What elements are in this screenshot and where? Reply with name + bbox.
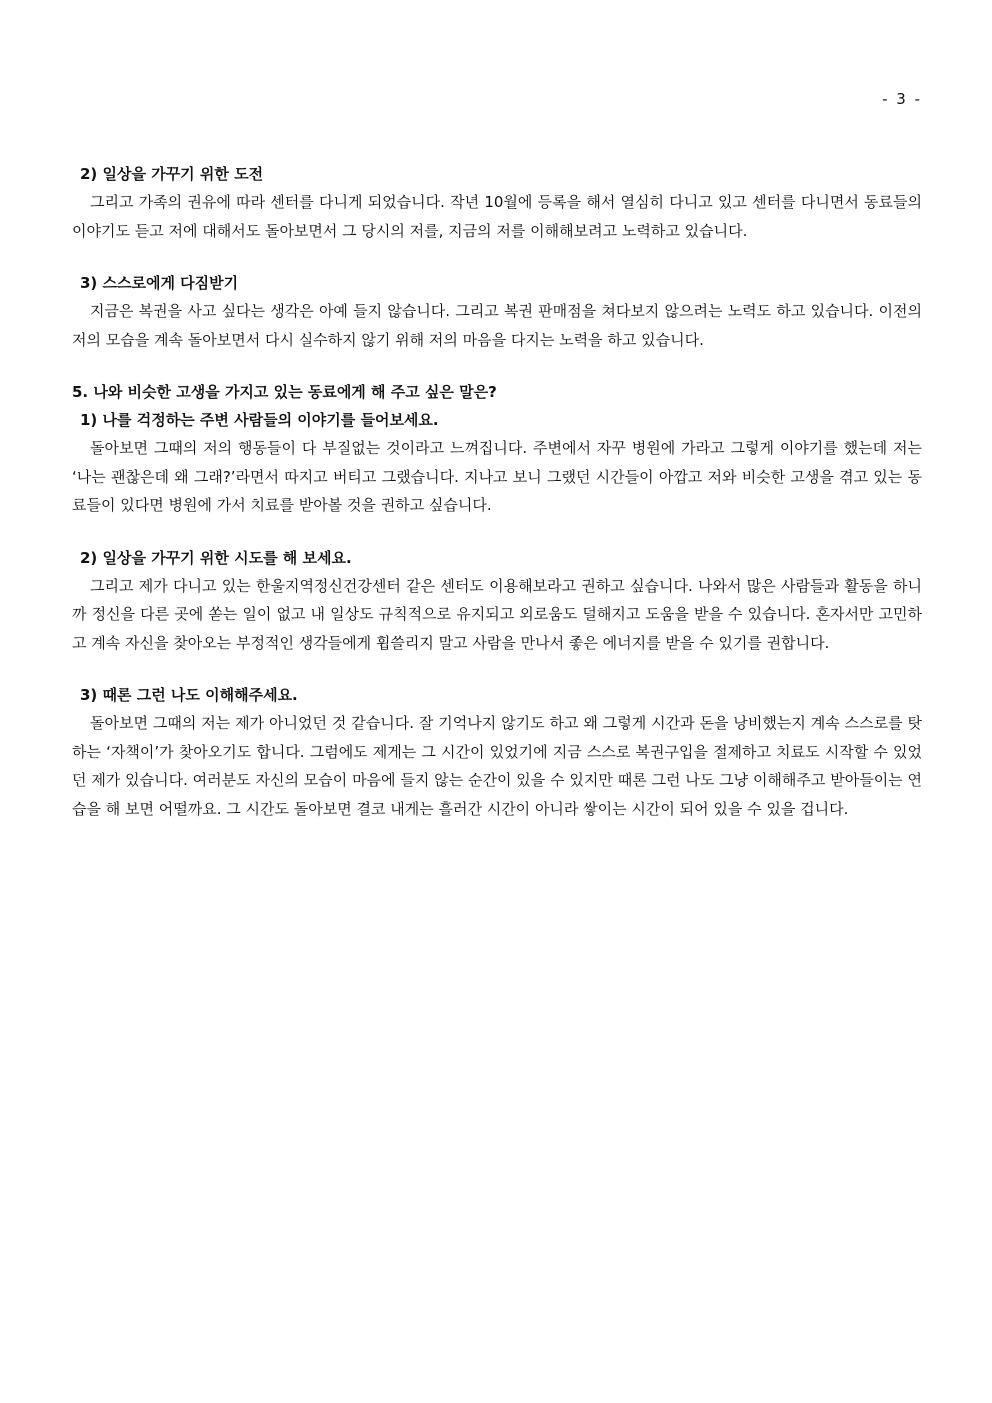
- item-paragraph: 돌아보면 그때의 저는 제가 아니었던 것 같습니다. 잘 기억나지 않기도 하고 왜 그렇게 시간과 돈을 낭비했는지 계속 스스로를 탓하는 ‘자책이’가 찾아오기도 합니다. 그럼에도 제게는 그 시간이 있었기에 지금 스스로 복권구입을 절제하고 치료도 시작할 수 있었던 제가 있습니다. 여러분도 자신의 모습이 마음에 들지 않는 순간이 있을 수 있지만 때론 그런 나도 그냥 이해해주고 받아들이는 연습을 해 보면 어떨까요. 그 시간도 돌아보면 결코 내게는 흘러간 시간이 아니라 쌓이는 시간이 되어 있을 수 있을 겁니다.: [72, 714, 922, 818]
- question-section: [72, 378, 922, 823]
- section-paragraph: 그리고 가족의 권유에 따라 센터를 다니게 되었습니다. 작년 10월에 등록을 해서 열심히 다니고 있고 센터를 다니면서 동료들의 이야기도 듣고 저에 대해서도 돌아보면서 그 당시의 저를, 지금의 저를 이해해보려고 노력하고 있습니다.: [72, 193, 922, 240]
- item-paragraph: 돌아보면 그때의 저의 행동들이 다 부질없는 것이라고 느껴집니다. 주변에서 자꾸 병원에 가라고 그렇게 이야기를 했는데 저는 ‘나는 괜찮은데 왜 그래?’라면서 따지고 버티고 그랬습니다. 지나고 보니 그랬던 시간들이 아깝고 저와 비슷한 고생을 겪고 있는 동료들이 있다면 병원에 가서 치료를 받아볼 것을 권하고 싶습니다.: [72, 439, 922, 514]
- section-daily-challenge: [72, 160, 922, 245]
- item-heading: 3) 때론 그런 나도 이해해주세요.: [80, 686, 298, 704]
- question-heading: 5. 나와 비슷한 고생을 가지고 있는 동료에게 해 주고 싶은 말은?: [72, 383, 497, 401]
- item-paragraph: 그리고 제가 다니고 있는 한울지역정신건강센터 같은 센터도 이용해보라고 권하고 싶습니다. 나와서 많은 사람들과 활동을 하니까 정신을 다른 곳에 쏟는 일이 없고 내 일상도 규칙적으로 유지되고 외로움도 덜해지고 도움을 받을 수 있습니다. 혼자서만 고민하고 계속 자신을 찾아오는 부정적인 생각들에게 휩쓸리지 말고 사람을 만나서 좋은 에너지를 받을 수 있기를 권합니다.: [72, 576, 922, 652]
- section-heading: 2) 일상을 가꾸기 위한 도전: [80, 165, 264, 183]
- question-item-listen: [72, 406, 922, 520]
- question-item-try: [72, 544, 922, 658]
- page-content: [72, 160, 922, 847]
- section-self-promise: [72, 269, 922, 354]
- item-heading: 2) 일상을 가꾸기 위한 시도를 해 보세요.: [80, 548, 352, 567]
- page-number: - 3 -: [882, 90, 922, 108]
- question-item-understand: [72, 681, 922, 823]
- section-paragraph: 지금은 복권을 사고 싶다는 생각은 아예 들지 않습니다. 그리고 복권 판매점을 쳐다보지 않으려는 노력도 하고 있습니다. 이전의 저의 모습을 계속 돌아보면서 다시 실수하지 않기 위해 저의 마음을 다지는 노력을 하고 있습니다.: [72, 302, 922, 349]
- section-heading: 3) 스스로에게 다짐받기: [80, 274, 239, 292]
- item-heading: 1) 나를 걱정하는 주변 사람들의 이야기를 들어보세요.: [80, 411, 439, 429]
